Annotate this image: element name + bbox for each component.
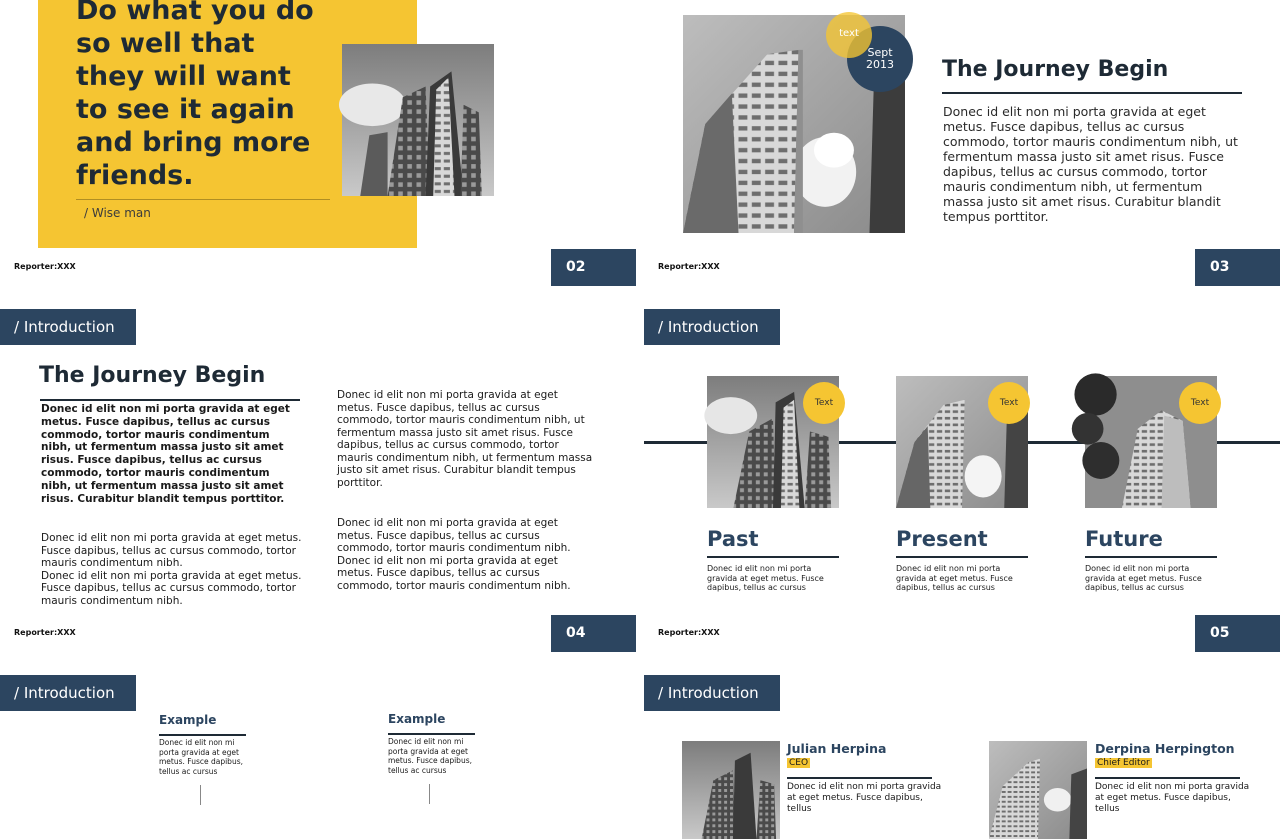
future-badge: Text [1179, 382, 1221, 424]
slide-05 [644, 295, 1280, 652]
slide-06 [0, 661, 636, 800]
badge-date-line2: 2013 [866, 58, 894, 71]
page-number: 04 [551, 615, 636, 652]
example-desc: Donec id elit non mi porta gravida at eget metus. Fusce dapibus, tellus ac cursus [159, 738, 243, 776]
person-desc: Donec id elit non mi porta gravida at eget metus. Fusce dapibus, tellus [787, 782, 942, 814]
present-desc: Donec id elit non mi porta gravida at eget metus. Fusce dapibus, tellus ac cursus [896, 564, 1013, 592]
person-role: CEO [789, 758, 809, 768]
bold-body: Donec id elit non mi porta gravida at eget metus. Fusce dapibus, tellus ac cursus commodo, tortor mauris condimentum nibh, ut fermentum massa justo sit amet risus. Fusce dapibus, tellus ac cursus commodo, tortor mauris condimentum nibh, ut fermentum massa justo sit amet risus. Curabitur blandit tempus porttitor. [41, 403, 290, 505]
person-underline [1095, 777, 1240, 779]
badge-text-label: text [839, 28, 859, 39]
right-lower-text: Donec id elit non mi porta gravida at eget metus. Fusce dapibus, tellus ac cursus commodo, tortor mauris condimentum nibh. Donec id elit non mi porta gravida at eget metus. Fusce dapibus, tellus ac cursus commodo, tortor mauris condimentum nibh. [337, 517, 571, 592]
slide-03 [644, 0, 1280, 286]
connector-line [429, 784, 430, 804]
title-underline [40, 399, 300, 401]
reporter-label: Reporter:XXX [14, 628, 76, 637]
section-tag: / Introduction [0, 675, 136, 711]
quote-text: Do what you do so well that they will want to see it again and bring more friends. [76, 0, 314, 191]
section-tag: / Introduction [0, 309, 136, 345]
building-photo [342, 44, 494, 196]
person-name: Derpina Herpington [1095, 741, 1235, 756]
person-desc: Donec id elit non mi porta gravida at eget metus. Fusce dapibus, tellus [1095, 782, 1250, 814]
example-title: Example [159, 713, 217, 727]
reporter-label: Reporter:XXX [658, 262, 720, 271]
past-badge: Text [803, 382, 845, 424]
person-photo [989, 741, 1087, 839]
reporter-label: Reporter:XXX [658, 628, 720, 637]
slide-02 [0, 0, 636, 286]
past-underline [707, 556, 839, 558]
page-number: 05 [1195, 615, 1280, 652]
connector-line [200, 785, 201, 805]
quote-divider [76, 199, 330, 200]
person-photo [682, 741, 780, 839]
example-desc: Donec id elit non mi porta gravida at eget metus. Fusce dapibus, tellus ac cursus [388, 737, 472, 775]
future-underline [1085, 556, 1217, 558]
example-underline [159, 734, 246, 736]
present-badge: Text [988, 382, 1030, 424]
person-role: Chief Editor [1097, 758, 1150, 768]
past-label: Past [707, 527, 759, 551]
badge-date-line1: Sept [867, 46, 893, 59]
reporter-label: Reporter:XXX [14, 262, 76, 271]
title-underline [942, 92, 1242, 94]
slide-title: The Journey Begin [39, 363, 266, 388]
present-label: Present [896, 527, 988, 551]
example-underline [388, 733, 475, 735]
future-label: Future [1085, 527, 1163, 551]
slide-title: The Journey Begin [942, 57, 1169, 82]
present-underline [896, 556, 1028, 558]
page-number: 03 [1195, 249, 1280, 286]
slide-04 [0, 295, 636, 652]
slide-body: Donec id elit non mi porta gravida at eget metus. Fusce dapibus, tellus ac cursus commodo, tortor mauris condimentum nibh, ut fermentum massa justo sit amet risus. Fusce dapibus, tellus ac cursus commodo, tortor mauris condimentum nibh, ut fermentum massa justo sit amet risus. Curabitur blandit tempus porttitor. [943, 104, 1238, 224]
section-tag: / Introduction [644, 309, 780, 345]
left-lower-text: Donec id elit non mi porta gravida at eget metus. Fusce dapibus, tellus ac cursus commodo, tortor mauris condimentum nibh. Donec id elit non mi porta gravida at eget metus. Fusce dapibus, tellus ac cursus commodo, tortor mauris condimentum nibh. [41, 532, 302, 607]
slide-07 [644, 661, 1280, 814]
person-name: Julian Herpina [787, 741, 887, 756]
page-number: 02 [551, 249, 636, 286]
right-upper-text: Donec id elit non mi porta gravida at eget metus. Fusce dapibus, tellus ac cursus commodo, tortor mauris condimentum nibh, ut fermentum massa justo sit amet risus. Fusce dapibus, tellus ac cursus commodo, tortor mauris condimentum nibh, ut fermentum massa justo sit amet risus. Curabitur blandit tempus porttitor. [337, 389, 593, 489]
example-title: Example [388, 712, 446, 726]
section-tag: / Introduction [644, 675, 780, 711]
future-desc: Donec id elit non mi porta gravida at eget metus. Fusce dapibus, tellus ac cursus [1085, 564, 1202, 592]
quote-attribution: / Wise man [84, 206, 151, 220]
past-desc: Donec id elit non mi porta gravida at eget metus. Fusce dapibus, tellus ac cursus [707, 564, 824, 592]
person-underline [787, 777, 932, 779]
